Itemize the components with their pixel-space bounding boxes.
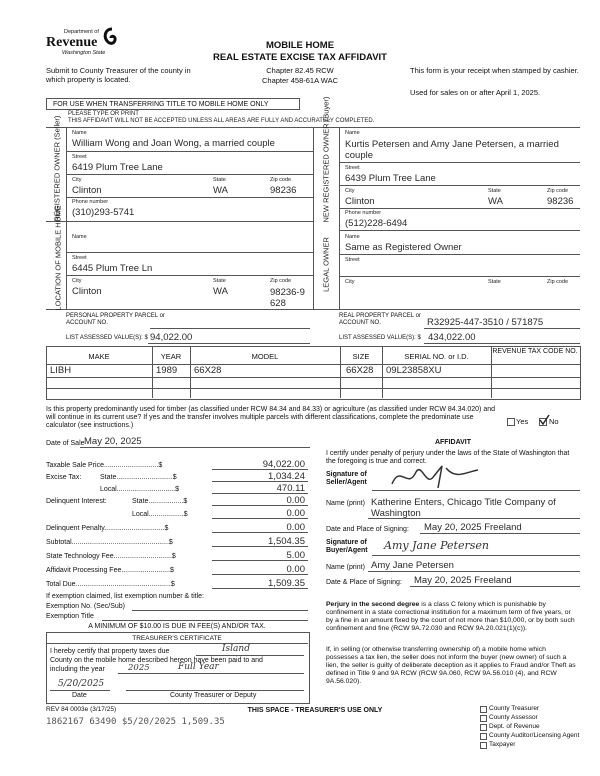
full-year-handwritten: Full Year [178, 662, 219, 672]
location-state: WA [213, 286, 228, 297]
transfer-use-text: FOR USE WHEN TRANSFERRING TITLE TO MOBILE HOME ONLY [53, 100, 269, 108]
legal-state-label: State [488, 279, 501, 285]
excise-tax-label: Excise Tax: [46, 474, 82, 481]
row-year: 1989 [156, 365, 178, 376]
excise-local: 470.11 [276, 483, 305, 494]
dor-logo [46, 29, 122, 65]
minimum-due: A MINIMUM OF $10.00 IS DUE IN FEE(S) AND/OR TAX. [88, 623, 266, 630]
dist-taxpayer: Taxpayer [489, 741, 516, 748]
dept-line3: Washington State [62, 50, 106, 56]
seller-date-place-label: Date and Place of Signing: [326, 526, 409, 533]
dist-county-treasurer: County Treasurer [489, 705, 540, 712]
row-serial: 09L23858XU [386, 365, 442, 376]
fraud-text: If, in selling (or otherwise transferring ownership of) a mobile home which possesses a tax lien, the seller does not inform the buyer (new owner) of such a lien, the seller is guilty of deliberate deception as it applies to Fraud and/or Theft as defined in Title 9 and 9A RCW (RCW 9A.060, RCW 9A.56.010 (4), and RCW 9A.56.020). [326, 646, 576, 685]
dist-county-assessor: County Assessor [489, 714, 538, 721]
county-handwritten: Island [222, 644, 250, 654]
legal-zip-label: Zip code [547, 279, 569, 285]
buyer-name-print: Amy Jane Petersen [371, 560, 454, 571]
buyer-date-place-label: Date & Place of Signing: [326, 579, 402, 586]
buyer-name: Kurtis Petersen and Amy Jane Petersen, a married couple [345, 139, 559, 161]
delinquent-interest-label: Delinquent Interest: [46, 498, 107, 505]
buyer-signature: Amy Jane Petersen [384, 539, 489, 552]
real-assessed-value: 434,022.00 [428, 332, 476, 343]
location-name-label: Name [72, 234, 87, 240]
dist-checkbox[interactable] [480, 715, 487, 722]
certify-text: I certify under penalty of perjury under the laws of the State of Washington that the foregoing is true and correct. [326, 450, 570, 465]
date-handwritten: 5/20/2025 [58, 679, 105, 689]
treasurer-title: TREASURER'S CERTIFICATE [132, 635, 222, 642]
chapter-1: Chapter 82.45 RCW [266, 66, 334, 75]
buyer-city: Clinton [345, 196, 375, 207]
tech-fee-label: State Technology Fee..............................$ [46, 553, 176, 560]
form-title-1: MOBILE HOME [265, 40, 335, 51]
delinquent-penalty: 0.00 [286, 522, 305, 533]
seller-side-label: REGISTERED OWNER (Seller) [52, 115, 62, 222]
processing-fee: 0.00 [286, 564, 305, 575]
seller-date-place: May 20, 2025 Freeland [424, 522, 522, 533]
row-size: 66X28 [346, 365, 374, 376]
treasurer-line2: County on the mobile home described hereon have been paid to and [50, 657, 263, 664]
treasurer-line3: including the year [50, 666, 105, 673]
buyer-phone-label: Phone number [345, 210, 382, 216]
seller-signature-label: Signature of Seller/Agent [326, 471, 367, 486]
rev-number: REV 84 0003e (3/17/25) [46, 706, 117, 713]
di-local: 0.00 [286, 508, 305, 519]
col-model-header: MODEL [251, 352, 279, 361]
form-title-2: REAL ESTATE EXCISE TAX AFFIDAVIT [212, 52, 387, 63]
col-make-header: MAKE [88, 352, 110, 361]
seller-name: William Wong and Joan Wong, a married couple [72, 138, 275, 149]
distribution-list [480, 705, 590, 750]
location-city-label: City [72, 278, 82, 284]
excise-local-label: Local..............................$ [100, 486, 179, 493]
buyer-street-label: Street [345, 165, 360, 171]
location-city: Clinton [72, 286, 102, 297]
buyer-state-label: State [488, 188, 501, 194]
delinquent-penalty-label: Delinquent Penalty...............................$ [46, 525, 169, 532]
di-state: 0.00 [286, 495, 305, 506]
chapter-2: Chapter 458-61A WAC [261, 76, 338, 85]
seller-name-label: Name [72, 130, 87, 136]
subtotal: 1,504.35 [268, 536, 305, 547]
col-taxcode-header: REVENUE TAX CODE NO. [492, 348, 578, 355]
yes-checkbox[interactable] [507, 418, 515, 426]
yes-label: Yes [516, 417, 529, 426]
personal-assessed-value: 94,022.00 [150, 332, 193, 343]
seller-state: WA [213, 185, 228, 196]
date-of-sale: May 20, 2025 [84, 436, 142, 447]
dept-line2: Revenue [46, 35, 98, 50]
legal-name-label: Name [345, 234, 360, 240]
date-of-sale-label: Date of Sale [46, 440, 85, 447]
buyer-zip: 98236 [547, 196, 574, 207]
buyer-street: 6439 Plum Tree Lane [345, 173, 436, 184]
personal-assessed-label: LIST ASSESSED VALUE(S): $ [66, 335, 148, 341]
no-label: No [549, 417, 559, 426]
transfer-use-banner [46, 98, 300, 110]
real-parcel-value: R32925-447-3510 / 571875 [427, 317, 544, 328]
seller-name-print-label: Name (print) [326, 500, 365, 507]
legal-city-label: City [345, 279, 355, 285]
buyer-name-print-label: Name (print) [326, 564, 365, 571]
seller-city-label: City [72, 177, 82, 183]
excise-state: 1,034.24 [268, 471, 305, 482]
buyer-zip-label: Zip code [547, 188, 569, 194]
total-due-label: Total Due.................................................$ [46, 581, 175, 588]
buyer-phone: (512)228-6494 [345, 218, 408, 229]
location-zip: 98236-9628 [270, 287, 305, 309]
buyer-name-label: Name [345, 130, 360, 136]
seller-state-label: State [213, 177, 226, 183]
affidavit-title: AFFIDAVIT [434, 439, 472, 446]
taxable-price-label: Taxable Sale Price............................$ [46, 462, 163, 469]
timber-question: Is this property predominantly used for timber (as classified under RCW 84.34 and 84.33) or agriculture (as classified under RCW 84.34.020) and will continue in its current use? If yes and the transfer involves multiple parcels with different classifications, complete the predominate use calculator (see instructions.) [46, 406, 495, 429]
buyer-date-place: May 20, 2025 Freeland [414, 575, 512, 586]
perjury-bold: Perjury in the second degree [326, 601, 420, 608]
real-parcel-label: REAL PROPERTY PARCEL or ACCOUNT NO. [339, 313, 421, 326]
row-make: LIBH [50, 365, 72, 376]
perjury-rest: is a class C felony which is punishable by confinement in a state correctional institution for a maximum term of five years, or by a fine in an amount fixed by the court of not more than $10,000, or by both such confinement and fine (RCW 9A.72.030 and RCW 9A.20.021(1)(c)). [326, 601, 575, 632]
exemption-number-label: Exemption No. (Sec/Sub) [46, 603, 125, 610]
buyer-side-label: NEW REGISTERED OWNER (Buyer) [321, 96, 331, 223]
tech-fee: 5.00 [286, 550, 305, 561]
buyer-state: WA [488, 196, 503, 207]
personal-parcel-label: PERSONAL PROPERTY PARCEL or ACCOUNT NO. [66, 313, 165, 326]
buyer-city-label: City [345, 188, 355, 194]
dist-checkbox[interactable] [480, 706, 487, 713]
dor-swirl-icon [102, 27, 122, 49]
location-street-label: Street [72, 255, 87, 261]
dist-checkbox[interactable] [480, 733, 487, 740]
treasurer-date-label: Date [72, 692, 87, 699]
row-model: 66X28 [194, 365, 222, 376]
dist-county-auditor: County Auditor/Licensing Agent [489, 732, 580, 739]
location-zip-label: Zip code [270, 278, 292, 284]
dist-checkbox[interactable] [480, 742, 487, 749]
receipt-note: This form is your receipt when stamped by cashier. [410, 66, 579, 75]
type-print-text: PLEASE TYPE OR PRINT [68, 111, 139, 117]
seller-signature-image [386, 460, 506, 492]
seller-city: Clinton [72, 185, 102, 196]
location-side-label: LOCATION OF MOBILE HOME [53, 205, 63, 311]
seller-zip: 98236 [270, 185, 297, 196]
legal-owner-name: Same as Registered Owner [345, 242, 462, 253]
real-assessed-label: LIST ASSESSED VALUE(S): $ [339, 335, 421, 341]
seller-street-label: Street [72, 154, 87, 160]
location-street: 6445 Plum Tree Ln [72, 263, 153, 274]
exemption-claimed: If exemption claimed, list exemption number & title: [46, 593, 204, 600]
taxable-price: 94,022.00 [262, 459, 305, 470]
seller-phone: (310)293-5741 [72, 207, 135, 218]
treasurer-signer-label: County Treasurer or Deputy [170, 692, 257, 699]
exemption-title-label: Exemption Title [46, 613, 94, 620]
processing-fee-label: Affidavit Processing Fee.........................$ [46, 567, 174, 574]
sales-note: Used for sales on or after April 1, 2025. [410, 88, 541, 97]
receipt-stamp: 1862167 63490 $5/20/2025 1,509.35 [46, 717, 225, 727]
submit-note: Submit to County Treasurer of the county in which property is located. [46, 66, 191, 84]
seller-phone-label: Phone number [72, 199, 109, 205]
not-accepted-text: THIS AFFIDAVIT WILL NOT BE ACCEPTED UNLESS ALL AREAS ARE FULLY AND ACCURATELY COMPLETED. [68, 118, 375, 124]
col-year-header: YEAR [160, 352, 182, 361]
excise-state-label: State.............................$ [100, 474, 177, 481]
seller-name-print: Katherine Enters, Chicago Title Company of Washington [371, 497, 556, 519]
dept-line1: Department of [64, 29, 99, 35]
dist-checkbox[interactable] [480, 724, 487, 731]
di-state-label: State..................$ [132, 498, 188, 505]
buyer-signature-label: Signature of Buyer/Agent [326, 539, 368, 554]
perjury-text [326, 601, 578, 633]
subtotal-label: Subtotal..................................................$ [46, 539, 173, 546]
year-handwritten: 2025 [128, 663, 150, 673]
di-local-label: Local..................$ [132, 511, 188, 518]
legal-side-label: LEGAL OWNER [321, 237, 331, 292]
col-size-header: SIZE [352, 352, 370, 361]
total-due: 1,509.35 [268, 578, 305, 589]
treasurer-use-only: THIS SPACE - TREASURER'S USE ONLY [247, 707, 383, 714]
location-state-label: State [213, 278, 226, 284]
treasurer-line1: I hereby certify that property taxes due [50, 648, 170, 655]
col-serial-header: SERIAL NO. or I.D. [404, 352, 469, 361]
legal-street-label: Street [345, 257, 360, 263]
seller-zip-label: Zip code [270, 177, 292, 183]
seller-street: 6419 Plum Tree Lane [72, 162, 163, 173]
dist-dept-revenue: Dept. of Revenue [489, 723, 540, 730]
